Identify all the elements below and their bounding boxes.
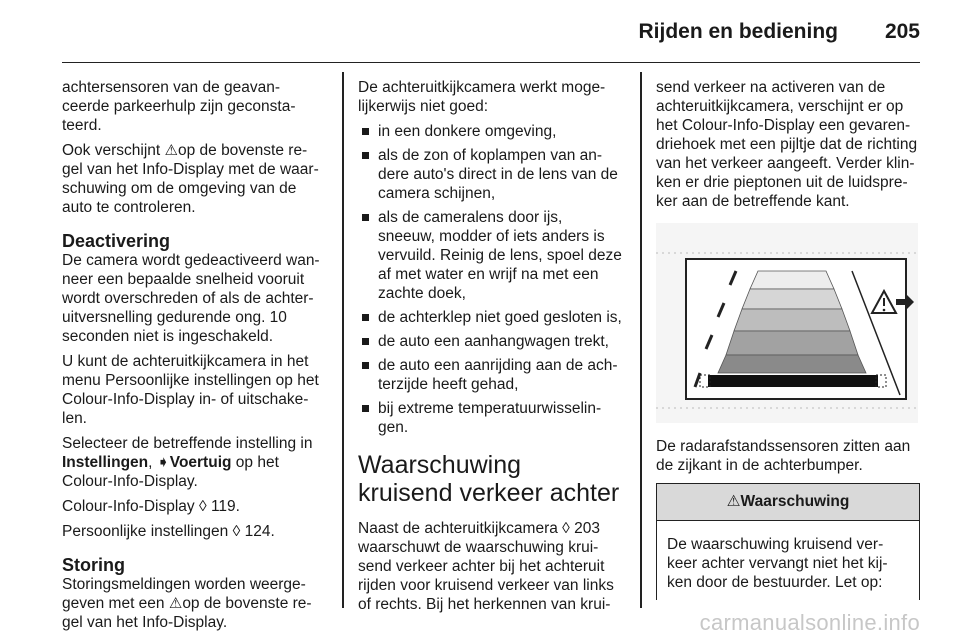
section-heading: Deactivering: [62, 231, 171, 251]
text: Colour-Info-Display: [62, 498, 199, 515]
paragraph: [62, 141, 324, 217]
text: 203: [574, 520, 601, 537]
list-item: [358, 208, 622, 303]
paragraph: [62, 434, 324, 491]
text: als de zon of koplampen van an-dere auto's direct in de lens van de camera schijnen,: [378, 147, 618, 202]
text: op de bovenste re-gel van het Info-Display.: [62, 595, 312, 631]
bullet-icon: [362, 338, 369, 345]
page-header: [62, 14, 920, 63]
text: op het Colour-Info-Display.: [62, 454, 279, 490]
text: Naast de achteruitkijkcamera: [358, 520, 563, 537]
page-ref-icon: ◊: [198, 498, 211, 515]
column-divider: [342, 72, 344, 608]
text: Persoonlijke instellingen: [62, 523, 233, 540]
paragraph: [62, 575, 324, 632]
bullet-icon: [362, 362, 369, 369]
warning-triangle-icon: ⚠: [164, 142, 178, 159]
text: 124.: [244, 523, 275, 540]
text: waarschuwt de waarschuwing krui-send verkeer achter bij het achteruit rijden voor kruisend verkeer van links of rechts. Bij het herkennen van krui-: [358, 539, 614, 613]
rear-camera-display-illustration: [656, 223, 918, 423]
list-item: [358, 146, 622, 203]
paragraph: De camera wordt gedeactiveerd wan-neer een bepaalde snelheid vooruit wordt overschreden of als de achter-uitversnelling gedurende ong. 10 seconden niet is ingeschakeld.: [62, 252, 320, 345]
warning-box: [656, 483, 920, 600]
warning-box-header: [657, 484, 919, 521]
text: bij extreme temperatuurwisselin-gen.: [378, 400, 602, 436]
menu-path-settings: Instellingen: [62, 454, 149, 471]
section-heading: Storing: [62, 555, 125, 575]
page-ref-icon: ◊: [232, 523, 245, 540]
cross-reference: [62, 497, 324, 516]
bullet-icon: [362, 214, 369, 221]
text: op de bovenste re-gel van het Info-Display met de waar-schuwing om de omgeving van de auto te controleren.: [62, 142, 319, 216]
section-heading: Waarschuwing kruisend verkeer achter: [358, 451, 620, 507]
page-ref-icon: ◊: [562, 520, 575, 537]
camera-display-svg: [656, 223, 918, 423]
menu-arrow-icon: ➧: [156, 454, 170, 471]
bullet-icon: [362, 152, 369, 159]
column-middle: [358, 78, 622, 620]
text: als de cameralens door ijs, sneeuw, modder of iets anders is vervuild. Reinig de lens, spoel deze af met water en wrijf na met een zachte doek,: [378, 209, 622, 302]
text: in een donkere omgeving,: [378, 123, 557, 140]
list-item: [358, 399, 622, 437]
list-item: [358, 308, 622, 327]
paragraph: U kunt de achteruitkijkcamera in het menu Persoonlijke instellingen op het Colour-Info-Display in- of uitschake-len.: [62, 353, 319, 427]
bullet-icon: [362, 314, 369, 321]
bullet-icon: [362, 405, 369, 412]
warning-triangle-icon: ⚠: [168, 595, 183, 612]
text: de achterklep niet goed gesloten is,: [378, 309, 622, 326]
text: Selecteer de betreffende instelling in: [62, 435, 313, 452]
menu-path-vehicle: Voertuig: [169, 454, 232, 471]
text: de auto een aanrijding aan de ach-terzijde heeft gehad,: [378, 357, 618, 393]
column-divider: [640, 72, 642, 608]
paragraph: send verkeer na activeren van de achteruitkijkcamera, verschijnt er op het Colour-Info-Display een gevaren-driehoek met een pijltje dat de richting van het verkeer aangeeft. Verder klin-ken er drie pieptonen uit de luidspre-ker aan de betreffende kant.: [656, 79, 918, 210]
page-number: 205: [884, 20, 920, 43]
list-item: [358, 356, 622, 394]
bullet-icon: [362, 128, 369, 135]
cross-reference: [62, 522, 324, 541]
warning-triangle-icon: ⚠: [726, 493, 741, 510]
paragraph: achtersensoren van de geavan-ceerde parkeerhulp zijn geconsta-teerd.: [62, 79, 296, 134]
watermark: carmanualsonline.info: [699, 610, 920, 635]
column-right: [656, 78, 920, 600]
paragraph: [358, 519, 622, 614]
list-item: [358, 332, 622, 351]
bullet-list: [358, 122, 622, 437]
text: Storingsmeldingen worden weerge-geven met een: [62, 576, 306, 612]
warning-box-body: De waarschuwing kruisend ver-keer achter vervangt niet het kij-ken door de bestuurder. Let op:: [667, 536, 888, 591]
chapter-title: Rijden en bediening: [638, 20, 838, 43]
warning-title: Waarschuwing: [740, 493, 850, 510]
list-item: [358, 122, 622, 141]
column-left: [62, 78, 324, 638]
text: ,: [148, 454, 157, 471]
text: 119.: [210, 498, 240, 515]
text: Ook verschijnt: [62, 142, 165, 159]
paragraph: De radarafstandssensoren zitten aan de zijkant in de achterbumper.: [656, 438, 911, 474]
text: de auto een aanhangwagen trekt,: [378, 333, 609, 350]
paragraph: De achteruitkijkcamera werkt moge-lijkerwijs niet goed:: [358, 79, 606, 115]
